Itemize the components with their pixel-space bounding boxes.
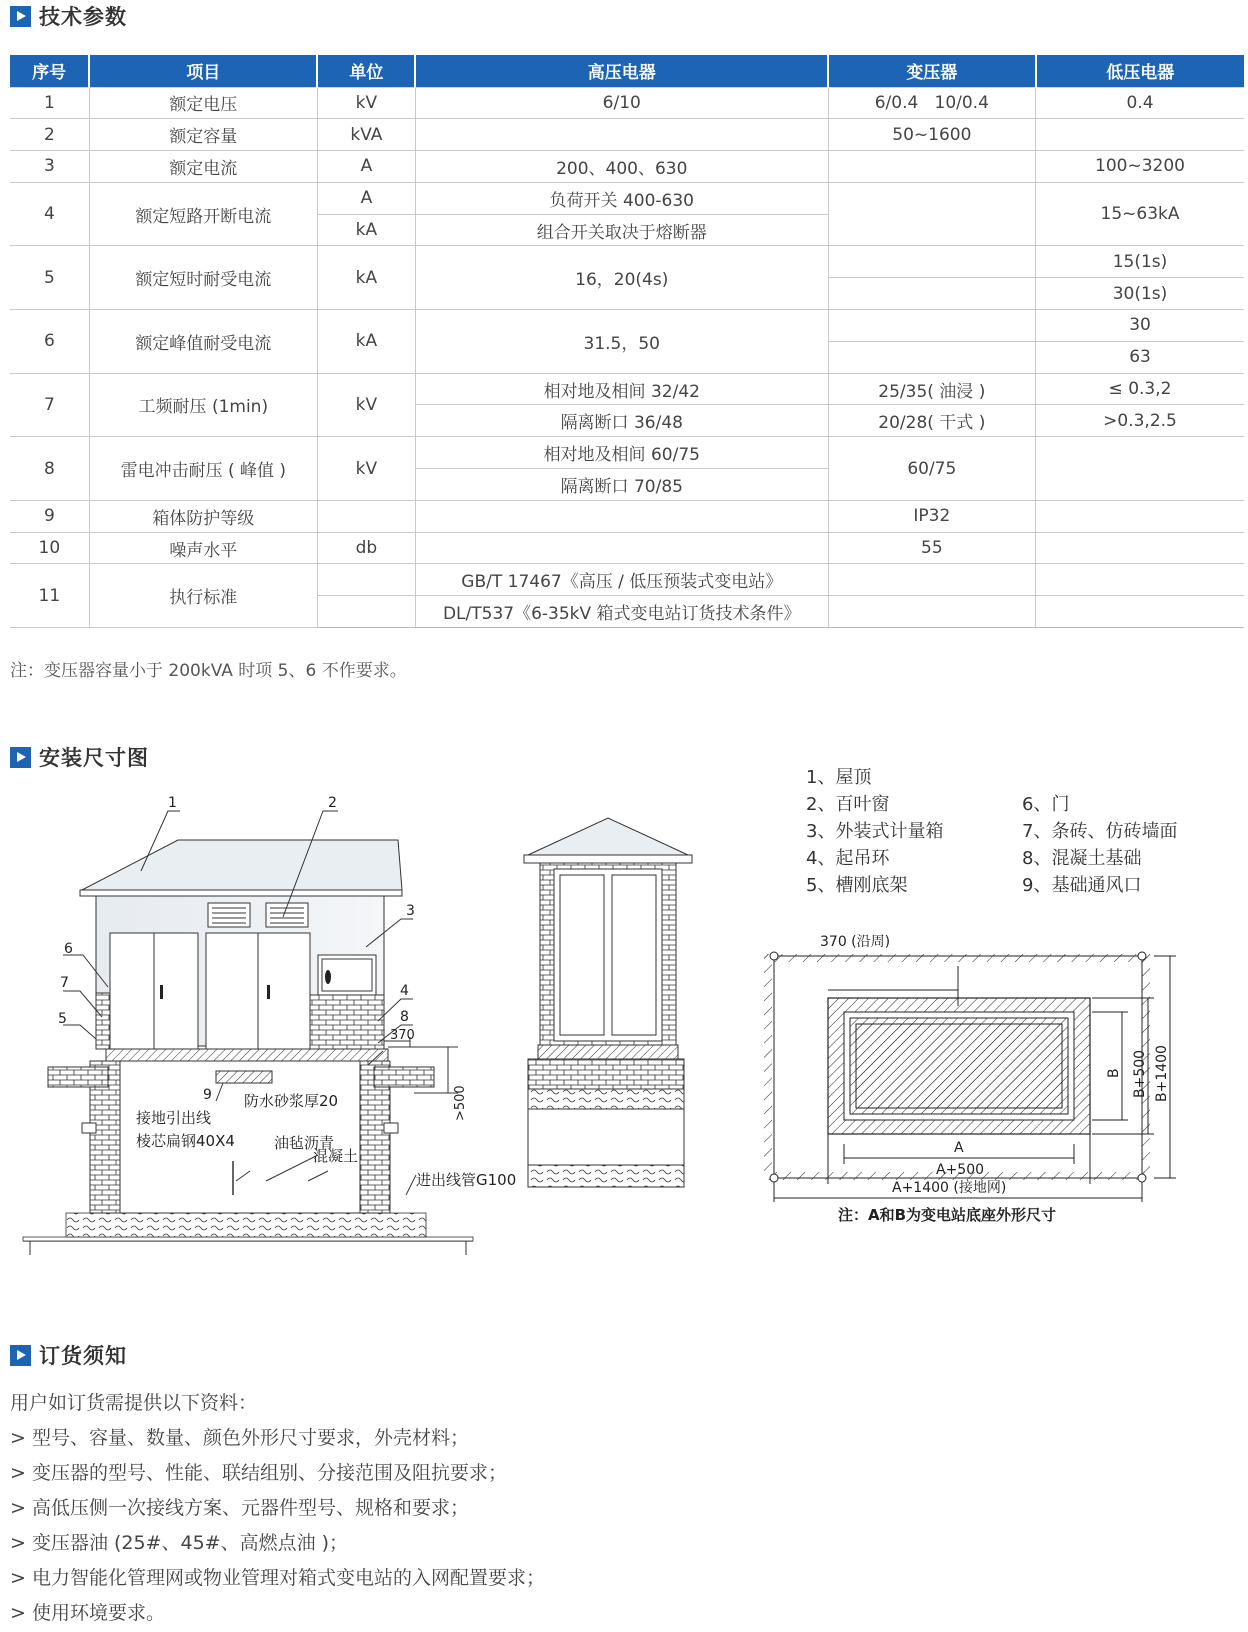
cell-transformer: 50~1600 [828, 119, 1035, 151]
table-row [10, 119, 1244, 151]
cell-item: 额定电流 [89, 151, 317, 183]
label-mortar: 防水砂浆厚20 [244, 1092, 339, 1110]
list-item: > 电力智能化管理网或物业管理对箱式变电站的入网配置要求； [10, 1567, 545, 1589]
callout: 2 [328, 795, 337, 811]
table-row [10, 373, 1244, 405]
list-item: > 变压器油 (25#、45#、高燃点油 )； [10, 1532, 349, 1554]
cell-unit [317, 500, 415, 532]
cell-hv: 16，20(4s) [415, 246, 828, 310]
cell-lv: 15~63kA [1036, 182, 1244, 246]
list-item: > 高低压侧一次接线方案、元器件型号、规格和要求； [10, 1497, 469, 1519]
plan-dim-b1400: B+1400 [1154, 1045, 1170, 1102]
plan-note: 注：A和B为变电站底座外形尺寸 [838, 1206, 1057, 1224]
cell-unit: kA [317, 214, 415, 246]
cell-hv [415, 500, 828, 532]
cell-transformer: 55 [828, 532, 1035, 564]
cell-unit [317, 596, 415, 628]
cell-item: 额定短路开断电流 [89, 182, 317, 246]
cell-item: 雷电冲击耐压 ( 峰值 ) [89, 437, 317, 501]
table-note: 注：变压器容量小于 200kVA 时项 5、6 不作要求。 [10, 661, 407, 681]
play-arrow-icon [10, 1345, 31, 1366]
table-row [10, 246, 1244, 278]
cell-hv: GB/T 17467《高压 / 低压预装式变电站》 [415, 564, 828, 596]
cell-transformer: 25/35( 油浸 ) [828, 373, 1035, 405]
cell-no: 8 [10, 437, 89, 501]
cell-hv: 隔离断口 70/85 [415, 469, 828, 501]
legend-item: 3、外装式计量箱 [806, 821, 944, 842]
cell-transformer: IP32 [828, 500, 1035, 532]
cell-lv [1036, 532, 1244, 564]
cell-unit: kV [317, 373, 415, 437]
legend-item: 5、槽刚底架 [806, 875, 908, 896]
label-asphalt: 油毡沥青 [274, 1134, 335, 1152]
header-hv: 高压电器 [415, 55, 828, 87]
list-item: > 变压器的型号、性能、联结组别、分接范围及阻抗要求； [10, 1462, 507, 1484]
table-row [10, 564, 1244, 596]
label-pipe: 进出线管G100 [416, 1171, 517, 1189]
cell-hv [415, 532, 828, 564]
cell-lv [1036, 437, 1244, 501]
cell-transformer: 20/28( 干式 ) [828, 405, 1035, 437]
plan-370: 370 (沿周) [820, 934, 891, 950]
legend-item: 1、屋顶 [806, 767, 872, 788]
dim-370: 370 [390, 1028, 415, 1043]
legend-left [806, 764, 943, 899]
cell-transformer [828, 596, 1035, 628]
cell-hv: 200、400、630 [415, 151, 828, 183]
cell-no: 5 [10, 246, 89, 310]
callout: 5 [58, 1011, 67, 1027]
cell-lv: 30 [1036, 310, 1244, 342]
order-list [10, 1386, 545, 1631]
callout: 1 [168, 795, 177, 811]
cell-hv: DL/T537《6-35kV 箱式变电站订货技术条件》 [415, 596, 828, 628]
legend-item: 6、门 [1022, 794, 1070, 815]
cell-lv [1036, 119, 1244, 151]
label-ground-lead: 接地引出线 [136, 1109, 212, 1127]
legend-item: 9、基础通风口 [1022, 875, 1142, 896]
plan-drawing [762, 934, 1202, 1246]
section-title-install: 安装尺寸图 [10, 744, 149, 770]
table-row [10, 500, 1244, 532]
legend-item: 7、条砖、仿砖墙面 [1022, 821, 1178, 842]
cell-transformer [828, 182, 1035, 246]
cell-item: 工频耐压 (1min) [89, 373, 317, 437]
cell-unit: kA [317, 246, 415, 310]
plan-dim-b: B [1106, 1068, 1122, 1078]
cell-lv: 63 [1036, 341, 1244, 373]
dim-500: >500 [453, 1085, 468, 1121]
cell-unit: kVA [317, 119, 415, 151]
header-transformer: 变压器 [828, 55, 1035, 87]
cell-no: 1 [10, 87, 89, 119]
header-lv: 低压电器 [1036, 55, 1244, 87]
cell-hv: 组合开关取决于熔断器 [415, 214, 828, 246]
cell-lv: 15(1s) [1036, 246, 1244, 278]
cell-transformer [828, 246, 1035, 278]
cell-no: 7 [10, 373, 89, 437]
cell-item: 额定短时耐受电流 [89, 246, 317, 310]
cell-hv: 隔离断口 36/48 [415, 405, 828, 437]
callout: 9 [203, 1087, 212, 1103]
cell-hv: 6/10 [415, 87, 828, 119]
cell-hv [415, 119, 828, 151]
plan-dim-a: A [954, 1140, 964, 1156]
legend-item: 8、混凝土基础 [1022, 848, 1142, 869]
plan-dim-a500: A+500 [936, 1162, 985, 1178]
cell-item: 箱体防护等级 [89, 500, 317, 532]
cell-lv: 30(1s) [1036, 278, 1244, 310]
table-row [10, 437, 1244, 469]
cell-hv: 负荷开关 400-630 [415, 182, 828, 214]
cell-transformer [828, 278, 1035, 310]
cell-lv: 100~3200 [1036, 151, 1244, 183]
cell-unit: db [317, 532, 415, 564]
list-item: > 使用环境要求。 [10, 1602, 165, 1624]
cell-no: 3 [10, 151, 89, 183]
cell-transformer: 60/75 [828, 437, 1035, 501]
section-title-specs: 技术参数 [10, 3, 127, 29]
cell-unit: A [317, 151, 415, 183]
label-concrete: 混凝土 [313, 1147, 359, 1165]
callout: 4 [400, 983, 409, 999]
table-row [10, 151, 1244, 183]
table-row [10, 182, 1244, 214]
spec-table [10, 55, 1244, 628]
play-arrow-icon [10, 747, 31, 768]
cell-item: 额定容量 [89, 119, 317, 151]
cell-lv [1036, 596, 1244, 628]
cell-unit: kV [317, 437, 415, 501]
cell-transformer: 6/0.4 10/0.4 [828, 87, 1035, 119]
cell-unit: kA [317, 310, 415, 374]
callout: 7 [60, 975, 69, 991]
cell-unit: A [317, 182, 415, 214]
play-arrow-icon [10, 6, 31, 27]
elevation-drawing [18, 795, 718, 1275]
table-header-row [10, 55, 1244, 87]
legend-item: 2、百叶窗 [806, 794, 890, 815]
section-title-order: 订货须知 [10, 1342, 127, 1368]
list-item: > 型号、容量、数量、颜色外形尺寸要求，外壳材料； [10, 1427, 469, 1449]
label-steel: 棱芯扁钢40X4 [136, 1132, 235, 1150]
cell-no: 10 [10, 532, 89, 564]
order-intro: 用户如订货需提供以下资料： [10, 1392, 258, 1414]
callout: 6 [64, 941, 73, 957]
cell-item: 执行标准 [89, 564, 317, 628]
cell-no: 9 [10, 500, 89, 532]
plan-dim-a1400: A+1400 (接地网) [892, 1180, 1007, 1196]
cell-item: 额定电压 [89, 87, 317, 119]
cell-item: 额定峰值耐受电流 [89, 310, 317, 374]
cell-no: 4 [10, 182, 89, 246]
table-row [10, 87, 1244, 119]
cell-no: 11 [10, 564, 89, 628]
cell-hv: 相对地及相间 32/42 [415, 373, 828, 405]
cell-transformer [828, 341, 1035, 373]
cell-no: 2 [10, 119, 89, 151]
cell-transformer [828, 564, 1035, 596]
cell-lv: >0.3,2.5 [1036, 405, 1244, 437]
cell-hv: 相对地及相间 60/75 [415, 437, 828, 469]
cell-transformer [828, 151, 1035, 183]
cell-transformer [828, 310, 1035, 342]
callout: 3 [406, 903, 415, 919]
cell-hv: 31.5，50 [415, 310, 828, 374]
header-no: 序号 [10, 55, 89, 87]
table-row [10, 310, 1244, 342]
table-row [10, 532, 1244, 564]
cell-lv [1036, 564, 1244, 596]
callout: 8 [400, 1009, 409, 1025]
plan-dim-b500: B+500 [1132, 1049, 1148, 1098]
cell-unit: kV [317, 87, 415, 119]
cell-item: 噪声水平 [89, 532, 317, 564]
header-item: 项目 [89, 55, 317, 87]
legend-right [1022, 791, 1177, 899]
cell-no: 6 [10, 310, 89, 374]
legend-item: 4、起吊环 [806, 848, 890, 869]
cell-lv: ≤ 0.3,2 [1036, 373, 1244, 405]
cell-lv: 0.4 [1036, 87, 1244, 119]
cell-lv [1036, 500, 1244, 532]
header-unit: 单位 [317, 55, 415, 87]
cell-unit [317, 564, 415, 596]
